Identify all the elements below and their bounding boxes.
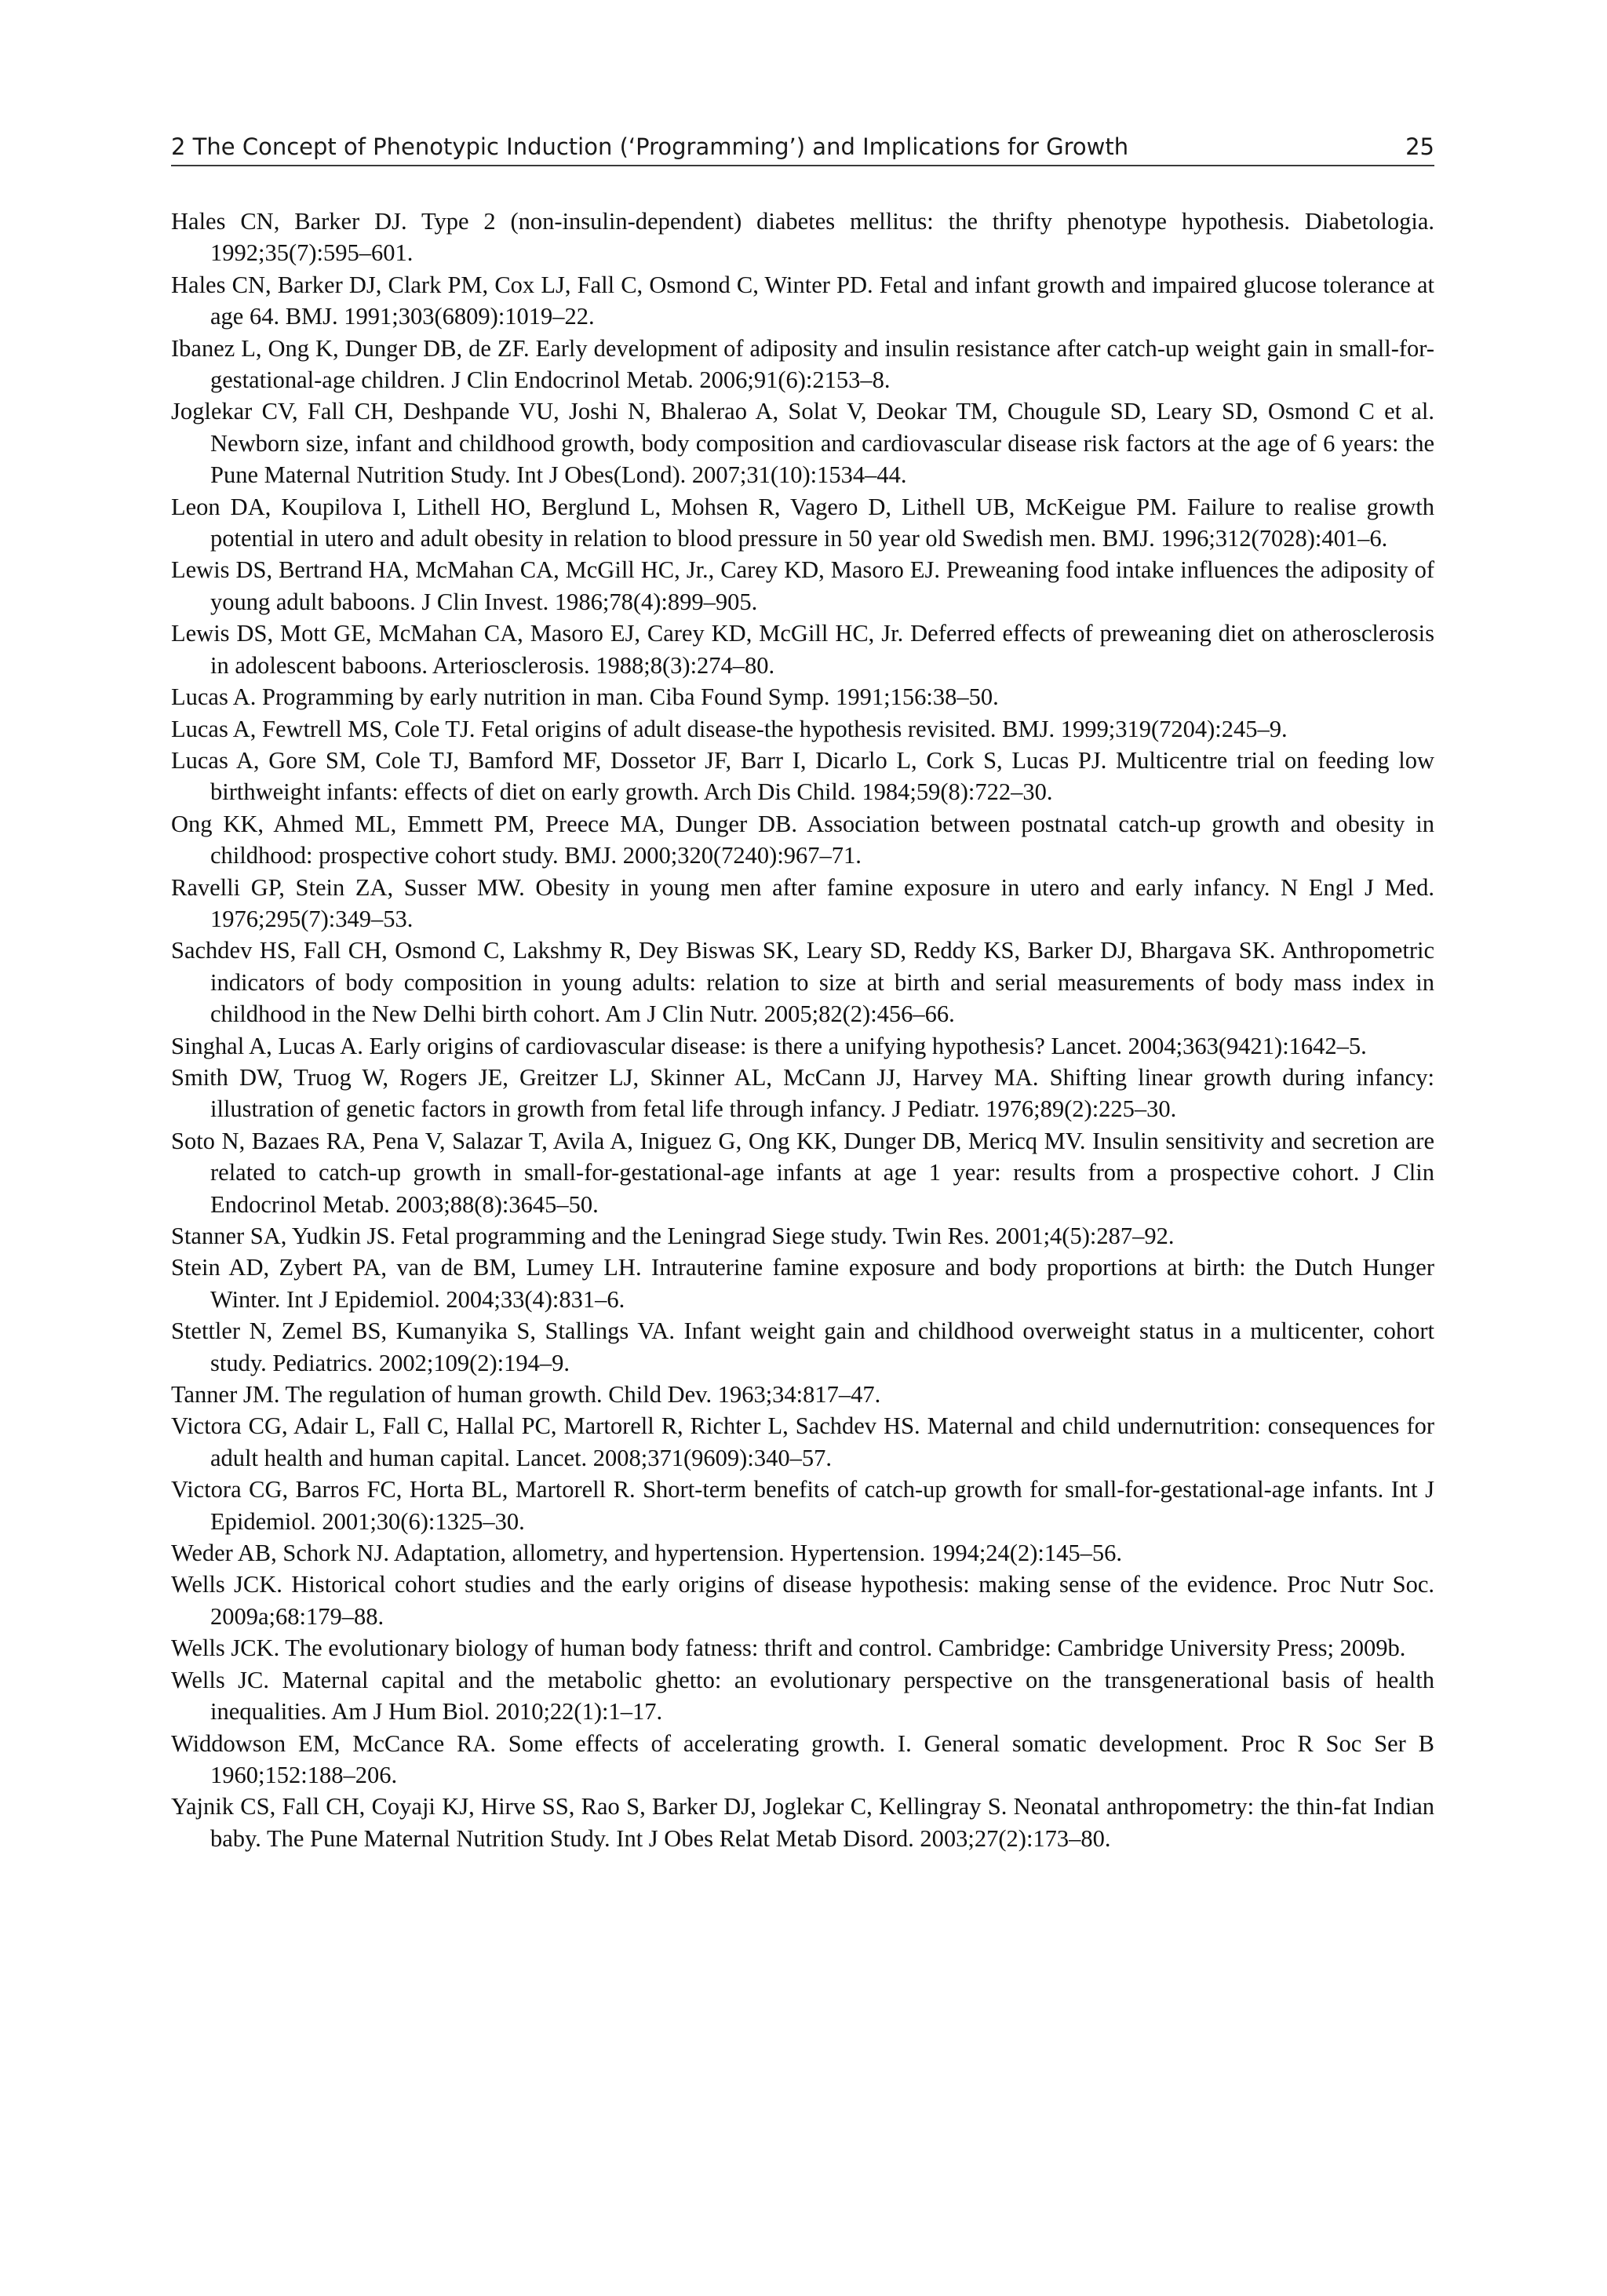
reference-entry: Tanner JM. The regulation of human growth. Child Dev. 1963;34:817–47. [171, 1381, 881, 1409]
reference-entry: Wells JCK. The evolutionary biology of human body fatness: thrift and control. Cambridge: Cambridge University Press; 2009b. [171, 1635, 1406, 1662]
reference-entry: Hales CN, Barker DJ, Clark PM, Cox LJ, Fall C, Osmond C, Winter PD. Fetal and infant growth and impaired glucose tolerance at age 64. BMJ. 1991;303(6809):1019–22. [171, 271, 1434, 330]
reference-entry: Lewis DS, Bertrand HA, McMahan CA, McGill HC, Jr., Carey KD, Masoro EJ. Preweaning food intake influences the adiposity of young adult baboons. J Clin Invest. 1986;78(4):899–905. [171, 556, 1434, 615]
reference-entry: Stein AD, Zybert PA, van de BM, Lumey LH. Intrauterine famine exposure and body proportions at birth: the Dutch Hunger Winter. Int J Epidemiol. 2004;33(4):831–6. [171, 1254, 1434, 1313]
running-head [171, 127, 1434, 166]
reference-entry: Hales CN, Barker DJ. Type 2 (non-insulin-dependent) diabetes mellitus: the thrifty phenotype hypothesis. Diabetologia. 1992;35(7):595–601. [171, 208, 1434, 267]
reference-entry: Sachdev HS, Fall CH, Osmond C, Lakshmy R, Dey Biswas SK, Leary SD, Reddy KS, Barker DJ, Bhargava SK. Anthropometric indicators of body composition in young adults: relation to size at birth and serial measurements of body mass index in childhood in the New Delhi birth cohort. Am J Clin Nutr. 2005;82(2):456–66. [171, 937, 1434, 1028]
reference-entry: Widdowson EM, McCance RA. Some effects of accelerating growth. I. General somatic development. Proc R Soc Ser B 1960;152:188–206. [171, 1729, 1434, 1788]
reference-entry: Lucas A. Programming by early nutrition in man. Ciba Found Symp. 1991;156:38–50. [171, 683, 999, 711]
reference-entry: Lewis DS, Mott GE, McMahan CA, Masoro EJ, Carey KD, McGill HC, Jr. Deferred effects of preweaning diet on atherosclerosis in adolescent baboons. Arteriosclerosis. 1988;8(3):274–80. [171, 620, 1434, 679]
reference-entry: Ibanez L, Ong K, Dunger DB, de ZF. Early development of adiposity and insulin resistance after catch-up weight gain in small-for-gestational-age children. J Clin Endocrinol Metab. 2006;91(6):2153–8. [171, 334, 1434, 394]
reference-entry: Joglekar CV, Fall CH, Deshpande VU, Joshi N, Bhalerao A, Solat V, Deokar TM, Chougule SD, Leary SD, Osmond C et al. Newborn size, infant and childhood growth, body composition and cardiovascular disease risk factors at the age of 6 years: the Pune Maternal Nutrition Study. Int J Obes(Lond). 2007;31(10):1534–44. [171, 398, 1434, 489]
reference-list [171, 206, 1434, 1854]
page-number: 25 [1405, 133, 1434, 160]
reference-entry: Stettler N, Zemel BS, Kumanyika S, Stallings VA. Infant weight gain and childhood overweight status in a multicenter, cohort study. Pediatrics. 2002;109(2):194–9. [171, 1317, 1434, 1376]
reference-entry: Smith DW, Truog W, Rogers JE, Greitzer LJ, Skinner AL, McCann JJ, Harvey MA. Shifting linear growth during infancy: illustration of genetic factors in growth from fetal life through infancy. J Pediatr. 1976;89(2):225–30. [171, 1063, 1434, 1123]
chapter-title: 2 The Concept of Phenotypic Induction (‘Programming’) and Implications for Growth [171, 133, 1129, 160]
reference-entry: Leon DA, Koupilova I, Lithell HO, Berglund L, Mohsen R, Vagero D, Lithell UB, McKeigue PM. Failure to realise growth potential in utero and adult obesity in relation to blood pressure in 50 year old Swedish men. BMJ. 1996;312(7028):401–6. [171, 493, 1434, 552]
reference-entry: Victora CG, Barros FC, Horta BL, Martorell R. Short-term benefits of catch-up growth for small-for-gestational-age infants. Int J Epidemiol. 2001;30(6):1325–30. [171, 1476, 1434, 1535]
reference-entry: Lucas A, Fewtrell MS, Cole TJ. Fetal origins of adult disease-the hypothesis revisited. BMJ. 1999;319(7204):245–9. [171, 715, 1288, 742]
reference-entry: Wells JC. Maternal capital and the metabolic ghetto: an evolutionary perspective on the transgenerational basis of health inequalities. Am J Hum Biol. 2010;22(1):1–17. [171, 1666, 1434, 1726]
reference-entry: Ong KK, Ahmed ML, Emmett PM, Preece MA, Dunger DB. Association between postnatal catch-up growth and obesity in childhood: prospective cohort study. BMJ. 2000;320(7240):967–71. [171, 810, 1434, 869]
reference-entry: Stanner SA, Yudkin JS. Fetal programming and the Leningrad Siege study. Twin Res. 2001;4(5):287–92. [171, 1223, 1175, 1249]
reference-entry: Yajnik CS, Fall CH, Coyaji KJ, Hirve SS, Rao S, Barker DJ, Joglekar C, Kellingray S. Neonatal anthropometry: the thin-fat Indian baby. The Pune Maternal Nutrition Study. Int J Obes Relat Metab Disord. 2003;27(2):173–80. [171, 1793, 1434, 1852]
reference-entry: Victora CG, Adair L, Fall C, Hallal PC, Martorell R, Richter L, Sachdev HS. Maternal and child undernutrition: consequences for adult health and human capital. Lancet. 2008;371(9609):340–57. [171, 1412, 1434, 1471]
reference-entry: Singhal A, Lucas A. Early origins of cardiovascular disease: is there a unifying hypothesis? Lancet. 2004;363(9421):1642–5. [171, 1032, 1367, 1059]
reference-entry: Lucas A, Gore SM, Cole TJ, Bamford MF, Dossetor JF, Barr I, Dicarlo L, Cork S, Lucas PJ. Multicentre trial on feeding low birthweight infants: effects of diet on early growth. Arch Dis Child. 1984;59(8):722–30. [171, 746, 1434, 806]
reference-entry: Wells JCK. Historical cohort studies and the early origins of disease hypothesis: making sense of the evidence. Proc Nutr Soc. 2009a;68:179–88. [171, 1571, 1434, 1630]
reference-entry: Ravelli GP, Stein ZA, Susser MW. Obesity in young men after famine exposure in utero and early infancy. N Engl J Med. 1976;295(7):349–53. [171, 873, 1434, 932]
reference-entry: Soto N, Bazaes RA, Pena V, Salazar T, Avila A, Iniguez G, Ong KK, Dunger DB, Mericq MV. Insulin sensitivity and secretion are related to catch-up growth in small-for-gestational-age infants at age 1 year: results from a prospective cohort. J Clin Endocrinol Metab. 2003;88(8):3645–50. [171, 1127, 1434, 1218]
reference-entry: Weder AB, Schork NJ. Adaptation, allometry, and hypertension. Hypertension. 1994;24(2):145–56. [171, 1540, 1122, 1567]
